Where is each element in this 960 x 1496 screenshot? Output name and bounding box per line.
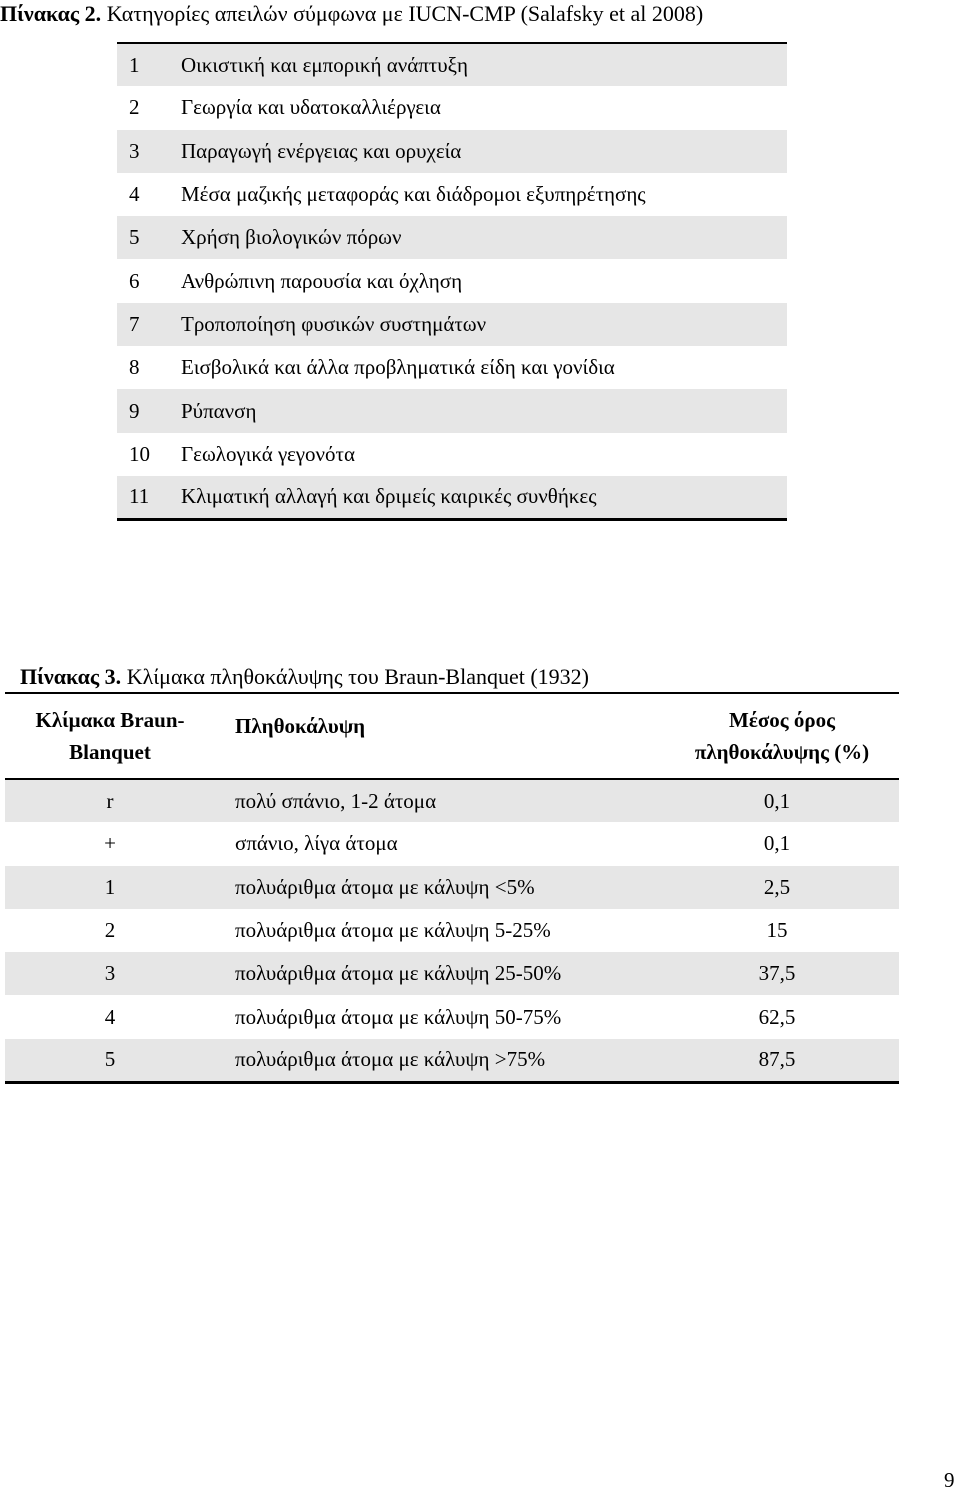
mean-cell: 87,5 <box>655 1039 899 1082</box>
header-scale-line1: Κλίμακα Braun- <box>35 708 185 732</box>
row-number: 3 <box>129 138 140 163</box>
table-row <box>117 346 787 389</box>
header-mean <box>655 693 899 779</box>
header-scale-line2: Blanquet <box>69 740 151 764</box>
row-number: 10 <box>129 441 150 466</box>
row-number: 5 <box>129 225 140 250</box>
table-row <box>5 952 899 995</box>
row-label: Εισβολικά και άλλα προβληματικά είδη και γονίδια <box>181 355 615 380</box>
table-row <box>5 995 899 1038</box>
table-row <box>5 909 899 952</box>
table3-caption <box>20 663 589 691</box>
mean-cell: 37,5 <box>758 961 796 986</box>
row-label: Κλιματική αλλαγή και δριμείς καιρικές συνθήκες <box>181 476 787 519</box>
mean-cell: 15 <box>766 918 788 943</box>
scale-cell: 4 <box>104 1004 116 1029</box>
threat-categories-table <box>117 42 787 521</box>
scale-cell: r <box>106 788 114 813</box>
coverage-cell: πολυάριθμα άτομα με κάλυψη 5-25% <box>235 918 551 943</box>
mean-cell: 0,1 <box>763 831 791 856</box>
row-number: 2 <box>129 95 140 120</box>
table2-caption-text: Κατηγορίες απειλών σύμφωνα με IUCN-CMP (Salafsky et al 2008) <box>106 1 704 26</box>
row-number: 6 <box>129 268 140 293</box>
mean-cell: 0,1 <box>763 788 791 813</box>
scale-cell: 5 <box>5 1039 215 1082</box>
table3-caption-label: Πίνακας 3. <box>20 664 122 689</box>
row-number: 9 <box>129 398 140 423</box>
coverage-cell: πολύ σπάνιο, 1-2 άτομα <box>235 788 437 813</box>
scale-cell: 3 <box>104 961 116 986</box>
row-label: Γεωλογικά γεγονότα <box>181 441 355 466</box>
table-header-row <box>5 693 899 779</box>
table2-caption-label: Πίνακας 2. <box>0 1 102 26</box>
row-label: Χρήση βιολογικών πόρων <box>181 225 402 250</box>
header-scale <box>5 693 215 779</box>
coverage-cell: πολυάριθμα άτομα με κάλυψη 25-50% <box>235 961 562 986</box>
table-row <box>117 389 787 432</box>
row-label: Ρύπανση <box>181 398 257 423</box>
row-label: Γεωργία και υδατοκαλλιέργεια <box>181 95 441 120</box>
table-row <box>117 173 787 216</box>
row-label: Οικιστική και εμπορική ανάπτυξη <box>181 43 787 86</box>
mean-cell: 2,5 <box>763 874 791 899</box>
row-number: 1 <box>117 43 181 86</box>
page-number: 9 <box>944 1468 955 1492</box>
table2-caption <box>0 0 703 28</box>
table-row <box>117 476 787 519</box>
table-row <box>117 86 787 129</box>
table-row <box>5 779 899 822</box>
table-row <box>5 866 899 909</box>
scale-cell: + <box>104 831 116 856</box>
mean-cell: 62,5 <box>758 1004 796 1029</box>
row-label: Ανθρώπινη παρουσία και όχληση <box>181 268 463 293</box>
table-row <box>117 130 787 173</box>
table-row <box>117 259 787 302</box>
table-row <box>5 822 899 865</box>
row-label: Παραγωγή ενέργειας και ορυχεία <box>181 138 462 163</box>
coverage-cell: σπάνιο, λίγα άτομα <box>235 831 398 856</box>
row-number: 8 <box>129 355 140 380</box>
row-number: 4 <box>129 182 140 207</box>
coverage-cell: πολυάριθμα άτομα με κάλυψη <5% <box>235 874 535 899</box>
scale-cell: 2 <box>104 918 116 943</box>
header-coverage: Πληθοκάλυψη <box>215 693 655 779</box>
braun-blanquet-table <box>5 692 899 1084</box>
header-mean-line1: Μέσος όρος <box>729 708 835 732</box>
table-row <box>117 303 787 346</box>
row-number: 7 <box>129 311 140 336</box>
table-row <box>117 43 787 86</box>
table-row <box>5 1039 899 1082</box>
header-mean-line2: πληθοκάλυψης (%) <box>694 740 870 764</box>
scale-cell: 1 <box>104 874 116 899</box>
row-label: Μέσα μαζικής μεταφοράς και διάδρομοι εξυπηρέτησης <box>181 182 646 207</box>
coverage-cell: πολυάριθμα άτομα με κάλυψη >75% <box>215 1039 655 1082</box>
table-row <box>117 433 787 476</box>
coverage-cell: πολυάριθμα άτομα με κάλυψη 50-75% <box>235 1004 562 1029</box>
table-row <box>117 216 787 259</box>
row-number: 11 <box>117 476 181 519</box>
row-label: Τροποποίηση φυσικών συστημάτων <box>181 311 487 336</box>
table3-caption-text: Κλίμακα πληθοκάλυψης του Braun-Blanquet (1932) <box>126 664 589 689</box>
